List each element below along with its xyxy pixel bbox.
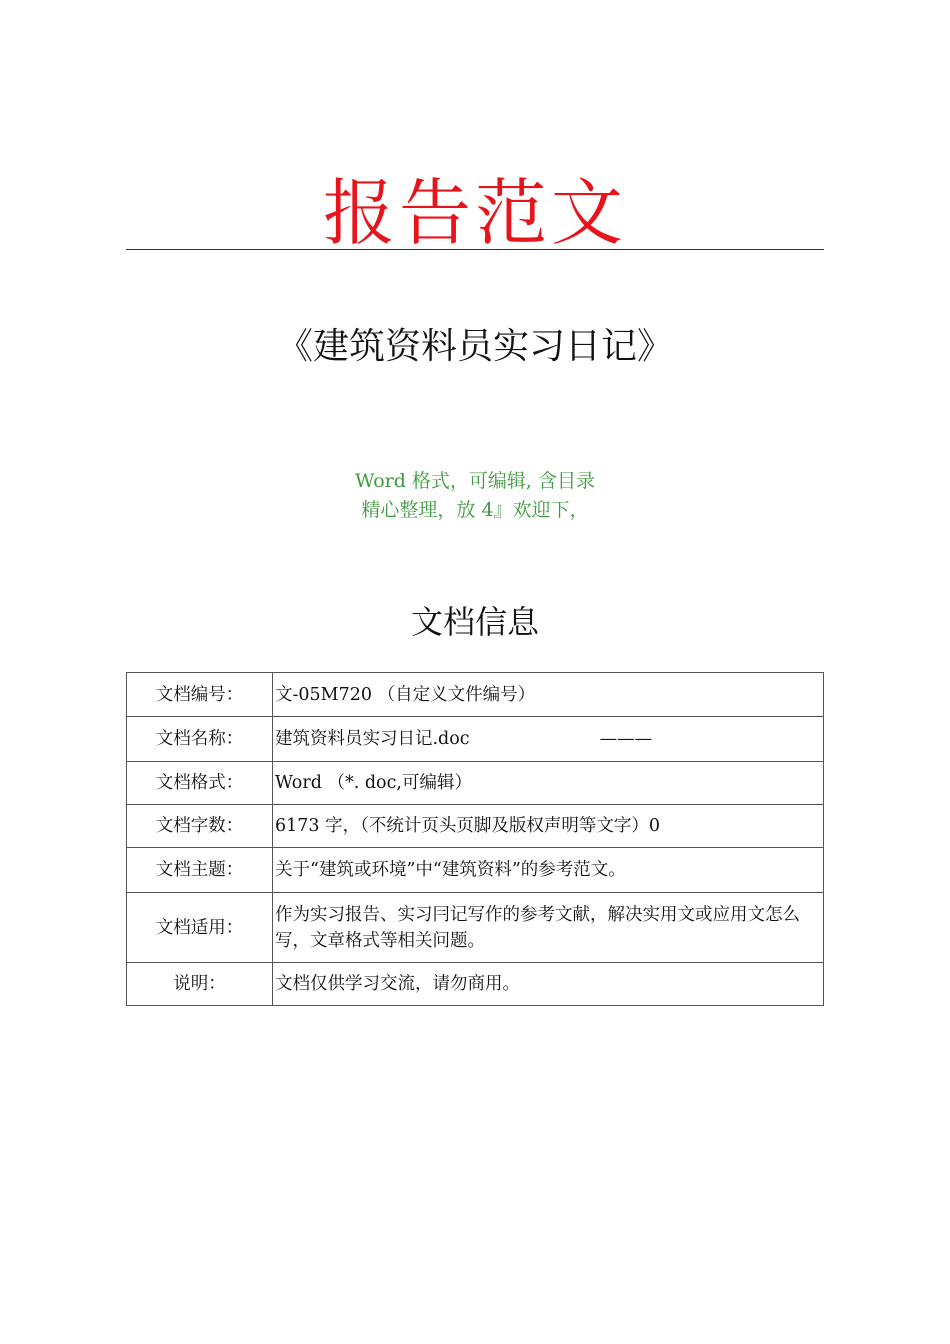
dash-mark: ———: [599, 729, 653, 749]
main-title: 报告范文: [322, 171, 627, 255]
document-info-table: [126, 672, 824, 1006]
table-row: [127, 762, 824, 805]
row-value: 关于“建筑或环境”中“建筑资料”的参考范文。: [273, 848, 824, 893]
table-row: [127, 963, 824, 1006]
title-divider: [126, 249, 824, 250]
row-label: 文档名称：: [127, 717, 273, 762]
row-value: Word （*. doc,可编辑）: [273, 762, 824, 805]
row-label: 文档格式：: [127, 762, 273, 805]
table-row: [127, 848, 824, 893]
row-value: 作为实习报告、实习冃记写作的参考文献，解决实用文或应用文怎么写，文章格式等相关问题。: [273, 893, 824, 963]
row-value: 文档仅供学习交流，请勿商用。: [273, 963, 824, 1006]
file-name: 建筑资料员实习日记.doc: [275, 729, 470, 749]
row-label: 文档主题：: [127, 848, 273, 893]
document-title: 《建筑资料员实习日记》: [276, 326, 673, 367]
row-label: 说明：: [127, 963, 273, 1006]
row-label: 文档编号：: [127, 673, 273, 717]
table-row: [127, 717, 824, 762]
row-value: 文-05M720 （自定义文件编号）: [273, 673, 824, 717]
row-value: [273, 717, 824, 762]
row-value: 6173 字，（不统计页头页脚及版权声明等文字）0: [273, 805, 824, 848]
row-label: 文档字数：: [127, 805, 273, 848]
format-notice-line-2: 精心整理，放 4』欢迎下，: [361, 499, 589, 521]
row-label: 文档适用：: [127, 893, 273, 963]
table-row: [127, 893, 824, 963]
table-row: [127, 805, 824, 848]
table-row: [127, 673, 824, 717]
info-section-title: 文档信息: [410, 603, 539, 641]
format-notice-line-1: Word 格式，可编辑, 含目录: [354, 470, 596, 492]
